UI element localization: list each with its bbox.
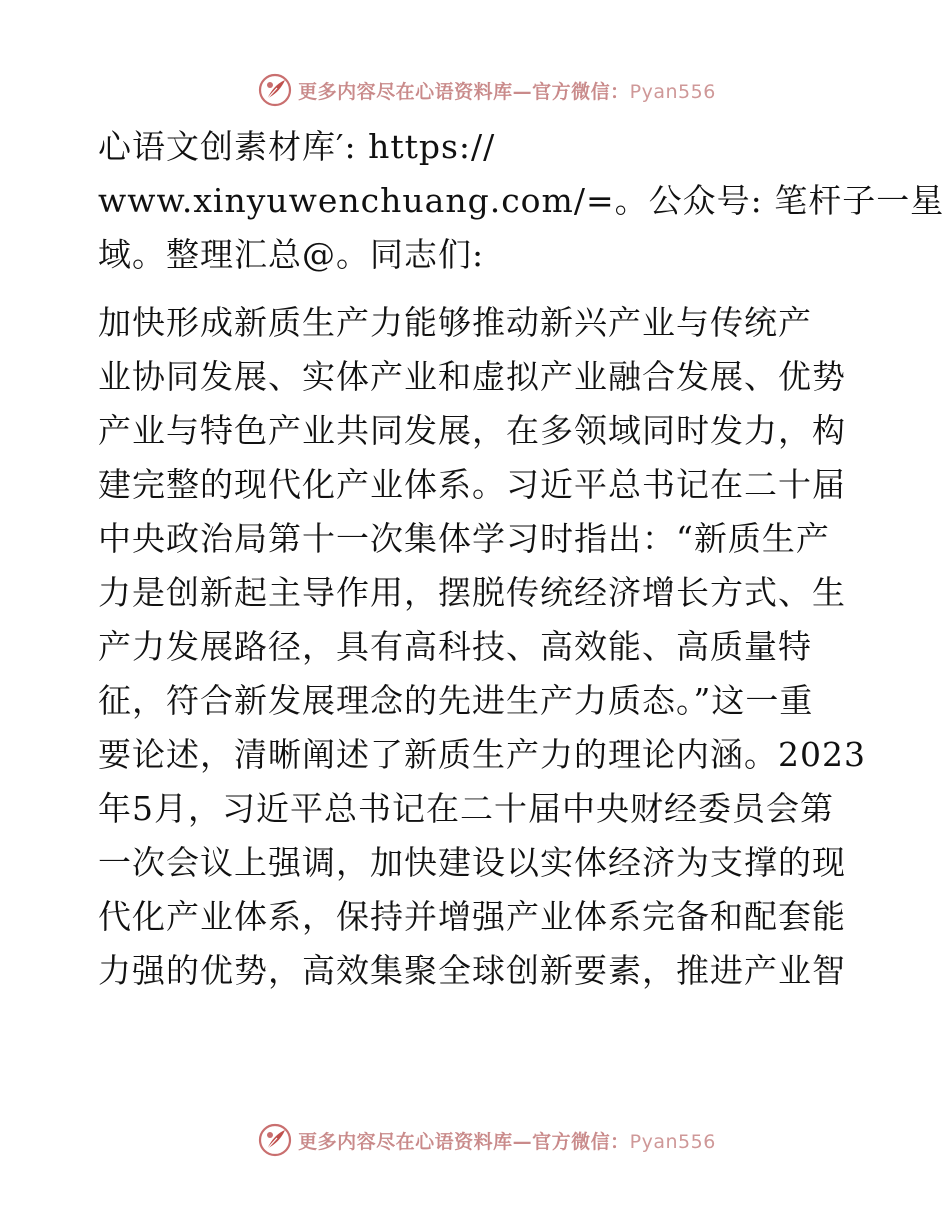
body-line-6: 力是创新起主导作用，摆脱传统经济增长方式、生 bbox=[98, 573, 846, 612]
body-line-11: 一次会议上强调，加快建设以实体经济为支撑的现 bbox=[98, 843, 846, 882]
document-body bbox=[98, 120, 945, 998]
body-line-7: 产力发展路径，具有高科技、高效能、高质量特 bbox=[98, 627, 812, 666]
footer-banner bbox=[0, 1120, 950, 1160]
banner-inner-footer bbox=[258, 1123, 716, 1157]
body-line-1: 加快形成新质生产力能够推动新兴产业与传统产 bbox=[98, 303, 812, 342]
banner-wechat-id: Pyan556 bbox=[629, 80, 716, 103]
paragraph-gap bbox=[98, 282, 858, 296]
banner-promo-text: 更多内容尽在心语资料库—官方微信： bbox=[298, 80, 630, 103]
body-line-10: 年5月，习近平总书记在二十届中央财经委员会第 bbox=[98, 789, 834, 828]
body-line-2: 业协同发展、实体产业和虚拟产业融合发展、优势 bbox=[98, 357, 846, 396]
body-line-3: 产业与特色产业共同发展，在多领域同时发力，构 bbox=[98, 411, 846, 450]
intro-line-1: 心语文创素材库′: https:// bbox=[98, 127, 496, 166]
body-line-4: 建完整的现代化产业体系。习近平总书记在二十届 bbox=[98, 465, 846, 504]
body-line-8: 征，符合新发展理念的先进生产力质态。”这一重 bbox=[98, 681, 814, 720]
body-line-9: 要论述，清晰阐述了新质生产力的理论内涵。2023 bbox=[98, 735, 866, 774]
feather-quill-logo-icon bbox=[258, 1123, 292, 1157]
body-line-12: 代化产业体系，保持并增强产业体系完备和配套能 bbox=[98, 897, 846, 936]
banner-text-footer bbox=[298, 1127, 716, 1154]
intro-line-2: www.xinyuwenchuang.com/=。公众号: 笔杆子一星 bbox=[98, 181, 945, 220]
banner-inner bbox=[258, 73, 716, 107]
body-line-13: 力强的优势，高效集聚全球创新要素，推进产业智 bbox=[98, 951, 846, 990]
feather-quill-logo-icon bbox=[258, 73, 292, 107]
header-banner bbox=[0, 70, 950, 110]
footer-wechat-id: Pyan556 bbox=[629, 1130, 716, 1153]
body-line-5: 中央政治局第十一次集体学习时指出：“新质生产 bbox=[98, 519, 830, 558]
banner-text bbox=[298, 77, 716, 104]
footer-promo-text: 更多内容尽在心语资料库—官方微信： bbox=[298, 1130, 630, 1153]
intro-line-3: 域。整理汇总@。同志们: bbox=[98, 235, 485, 274]
